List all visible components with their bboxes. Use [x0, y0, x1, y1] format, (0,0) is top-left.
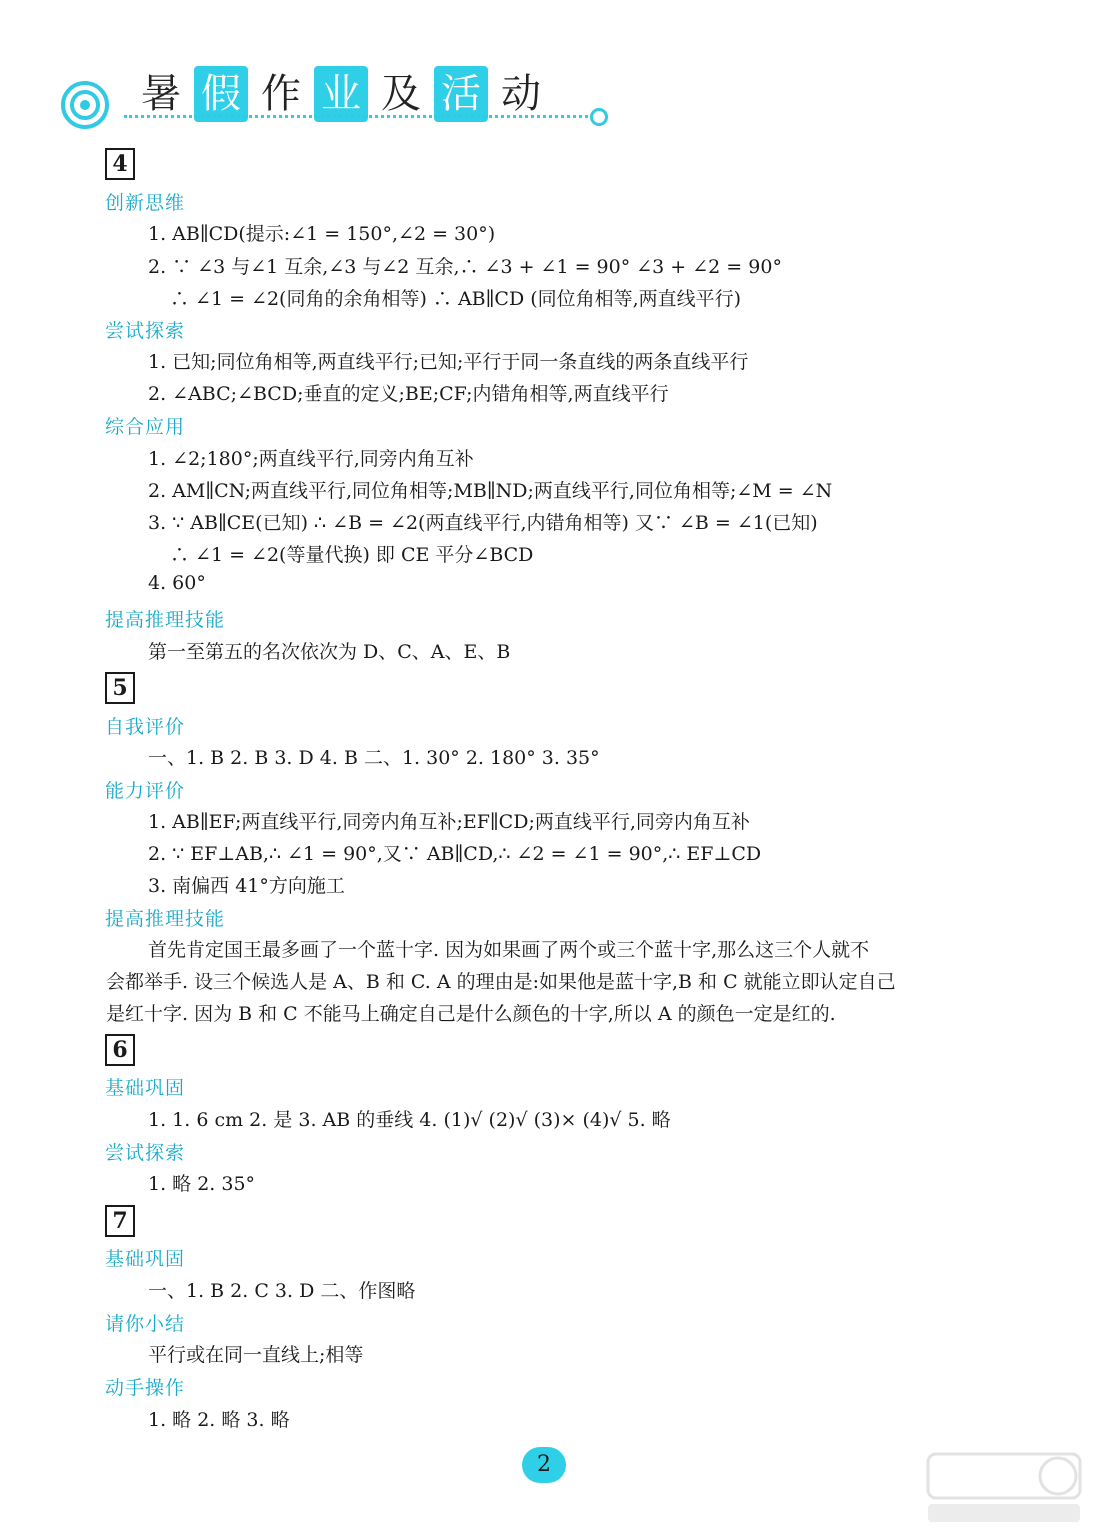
- answer-line: 2. ∵ EF⊥AB,∴ ∠1 = 90°,又∵ AB∥CD,∴ ∠2 = ∠1 = 90°,∴ EF⊥CD: [148, 843, 762, 865]
- answer-line: 4. 60°: [148, 572, 206, 594]
- section-heading: 能力评价: [105, 780, 186, 802]
- section-heading: 基础巩固: [105, 1077, 186, 1099]
- answer-line: 2. ∠ABC;∠BCD;垂直的定义;BE;CF;内错角相等,两直线平行: [148, 383, 669, 405]
- section-number: 6: [105, 1034, 135, 1066]
- title-char: 暑: [141, 71, 181, 117]
- title-char: 及: [381, 71, 421, 117]
- paragraph-line: 是红十字. 因为 B 和 C 不能马上确定自己是什么颜色的十字,所以 A 的颜色一定是红的.: [106, 1003, 836, 1025]
- section-heading: 综合应用: [105, 416, 186, 438]
- answer-line: ∴ ∠1 = ∠2(同角的余角相等) ∴ AB∥CD (同位角相等,两直线平行): [170, 288, 742, 310]
- section-heading: 尝试探索: [105, 1142, 186, 1164]
- answer-line: 1. 已知;同位角相等,两直线平行;已知;平行于同一条直线的两条直线平行: [148, 351, 749, 373]
- title-char: 动: [501, 71, 541, 117]
- watermark-logo-icon: [924, 1448, 1084, 1528]
- section-heading: 创新思维: [105, 192, 186, 214]
- answer-line: 3. ∵ AB∥CE(已知) ∴ ∠B = ∠2(两直线平行,内错角相等) 又∵ ∠B = ∠1(已知): [148, 512, 818, 534]
- section-heading: 提高推理技能: [105, 908, 226, 930]
- answer-line: 2. AM∥CN;两直线平行,同位角相等;MB∥ND;两直线平行,同位角相等;∠M = ∠N: [148, 480, 833, 502]
- title-char: 作: [261, 71, 301, 117]
- section-heading: 自我评价: [105, 716, 186, 738]
- section-heading: 请你小结: [105, 1313, 186, 1335]
- answer-line: 2. ∵ ∠3 与∠1 互余,∠3 与∠2 互余,∴ ∠3 + ∠1 = 90° ∠3 + ∠2 = 90°: [148, 256, 782, 278]
- section-heading: 基础巩固: [105, 1248, 186, 1270]
- paragraph-line: 会都举手. 设三个候选人是 A、B 和 C. A 的理由是:如果他是蓝十字,B 和 C 就能立即认定自己: [106, 971, 896, 993]
- answer-line: 一、1. B 2. B 3. D 4. B 二、1. 30° 2. 180° 3. 35°: [148, 747, 600, 769]
- title-char: 假: [194, 66, 248, 122]
- answer-line: 第一至第五的名次依次为 D、C、A、E、B: [148, 641, 511, 663]
- paragraph-line: 首先肯定国王最多画了一个蓝十字. 因为如果画了两个或三个蓝十字,那么这三个人就不: [148, 939, 870, 961]
- section-heading: 尝试探索: [105, 320, 186, 342]
- section-heading: 提高推理技能: [105, 609, 226, 631]
- section-number: 4: [105, 148, 135, 180]
- answer-line: 1. 略 2. 35°: [148, 1173, 256, 1195]
- answer-line: 1. ∠2;180°;两直线平行,同旁内角互补: [148, 448, 474, 470]
- answer-line: 平行或在同一直线上;相等: [148, 1344, 364, 1366]
- answer-line: 1. AB∥CD(提示:∠1 = 150°,∠2 = 30°): [148, 223, 496, 245]
- answer-line: 1. AB∥EF;两直线平行,同旁内角互补;EF∥CD;两直线平行,同旁内角互补: [148, 811, 750, 833]
- section-number: 5: [105, 672, 135, 704]
- answer-line: 1. 略 2. 略 3. 略: [148, 1409, 290, 1431]
- answer-line: 一、1. B 2. C 3. D 二、作图略: [148, 1280, 416, 1302]
- title-char: 活: [434, 66, 488, 122]
- title-char: 业: [314, 66, 368, 122]
- page-number: 2: [522, 1447, 566, 1483]
- answer-line: 1. 1. 6 cm 2. 是 3. AB 的垂线 4. (1)√ (2)√ (3)× (4)√ 5. 略: [148, 1109, 671, 1131]
- answer-line: ∴ ∠1 = ∠2(等量代换) 即 CE 平分∠BCD: [170, 544, 534, 566]
- section-number: 7: [105, 1205, 135, 1237]
- answer-line: 3. 南偏西 41°方向施工: [148, 875, 345, 897]
- section-heading: 动手操作: [105, 1377, 186, 1399]
